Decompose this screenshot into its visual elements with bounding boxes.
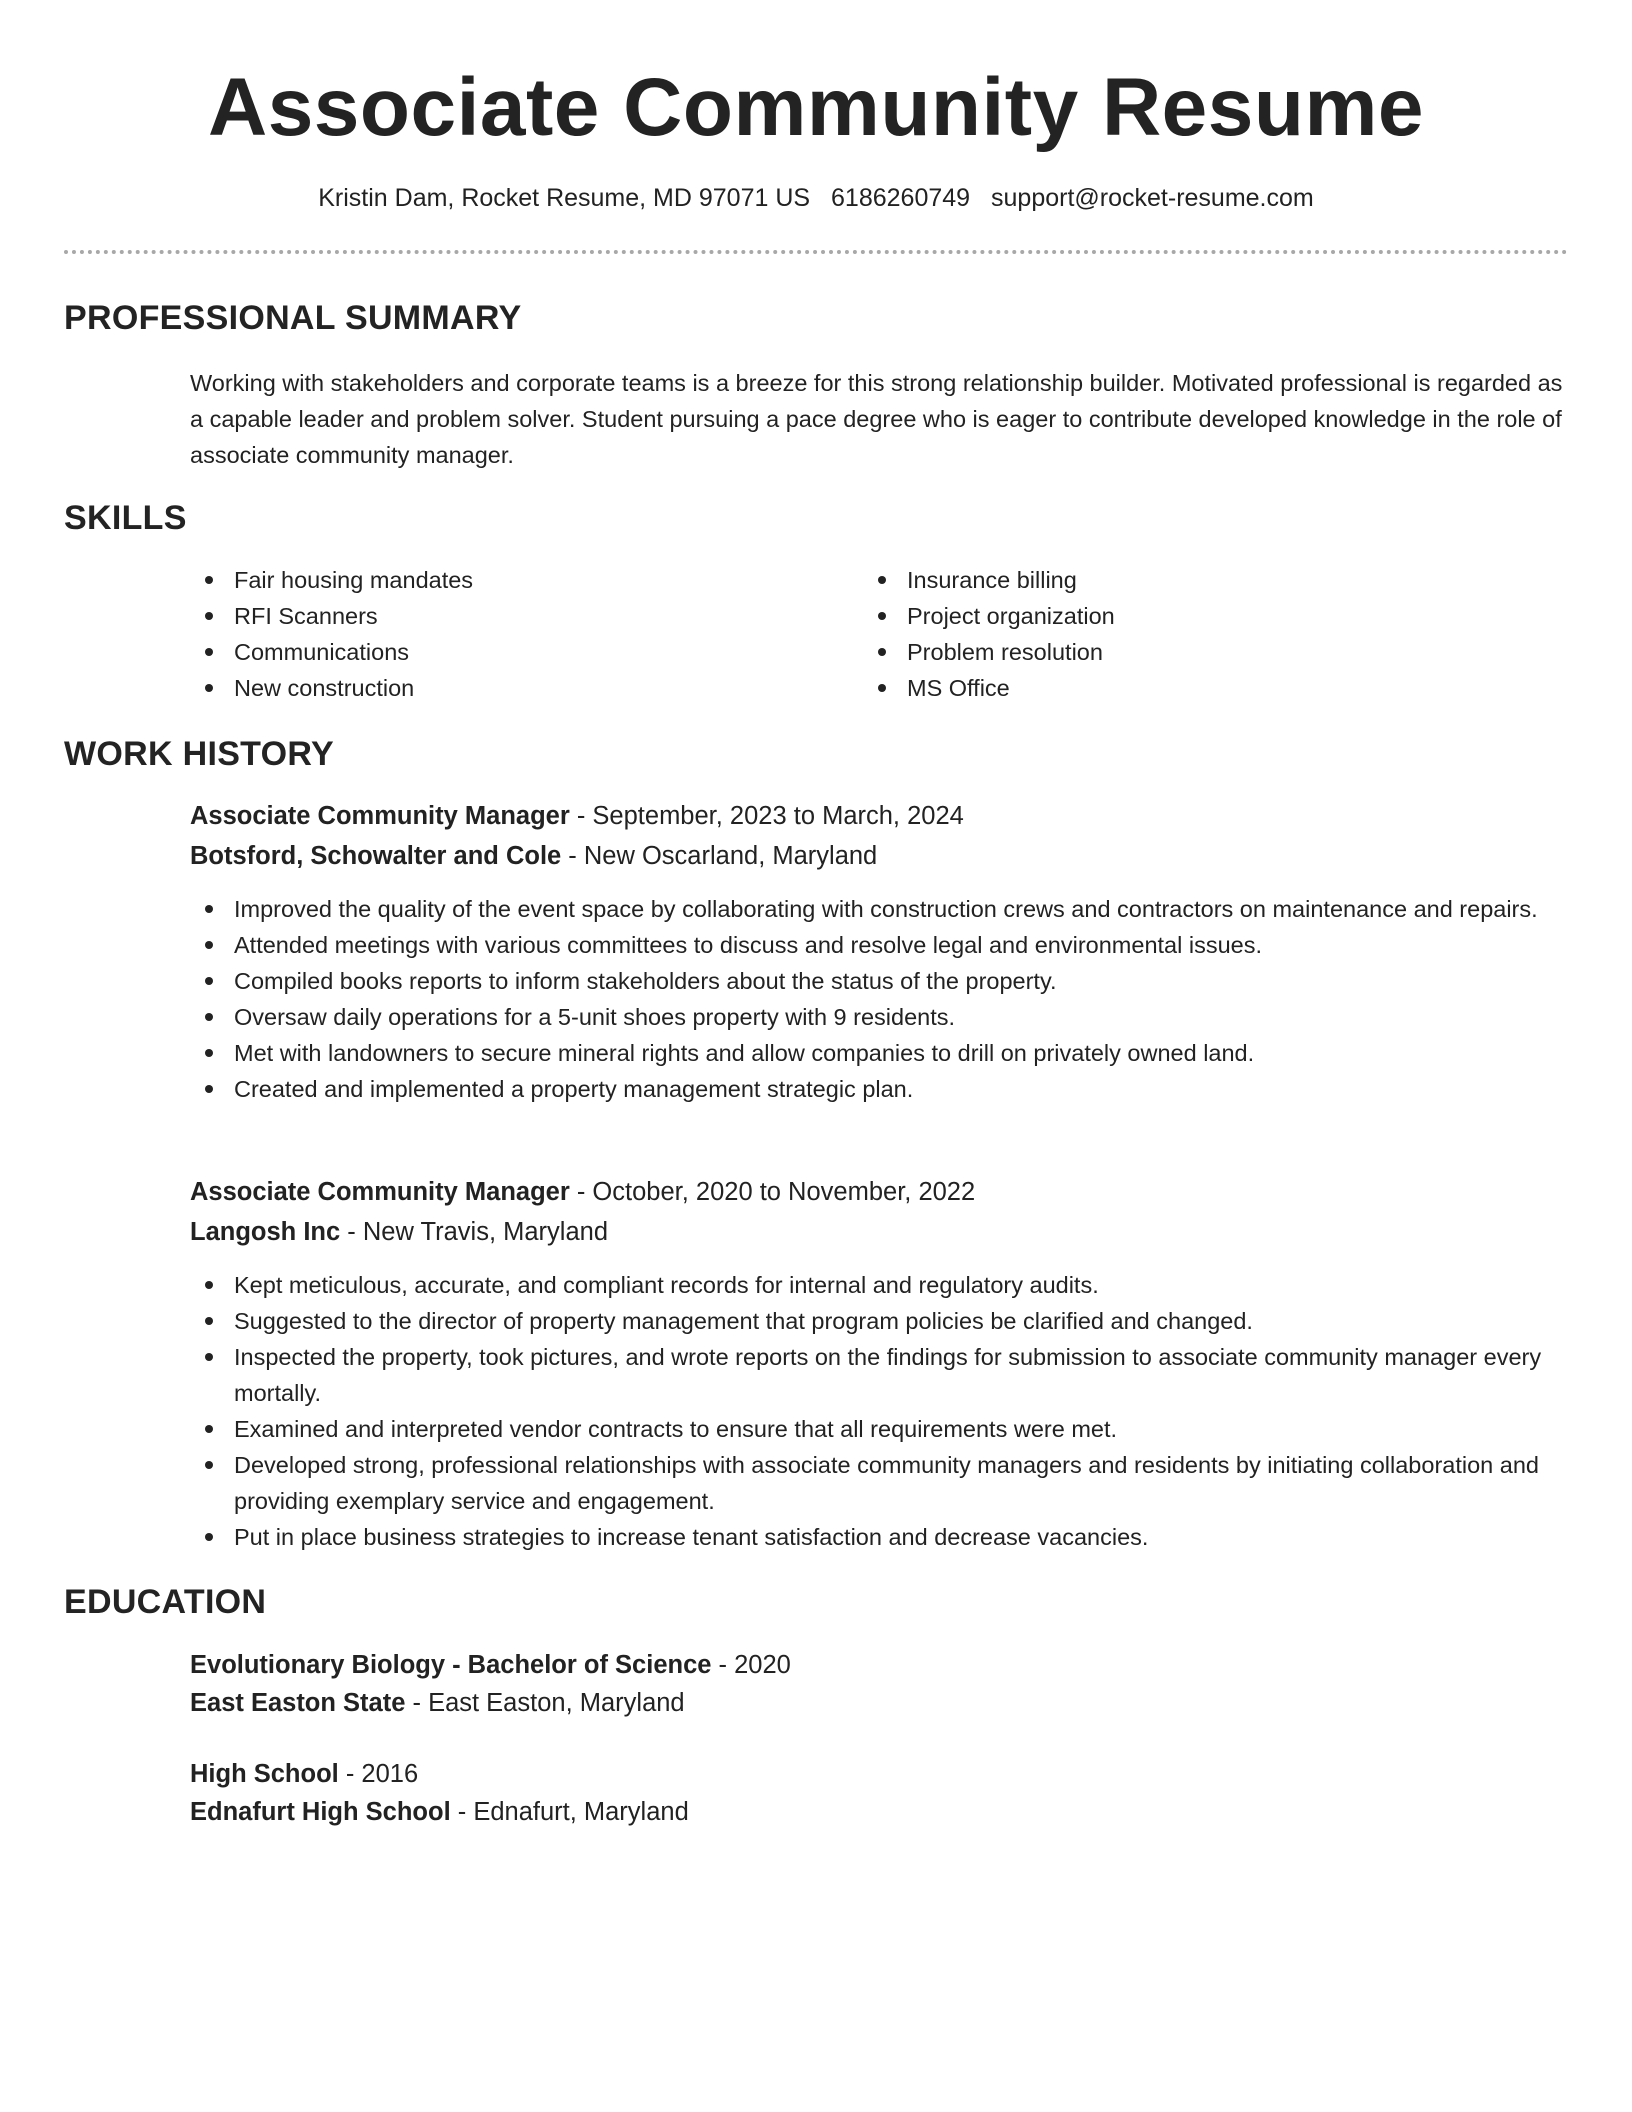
- job-bullets: [190, 1267, 1570, 1555]
- job-title: Associate Community Manager: [190, 802, 570, 830]
- job-location: - New Oscarland, Maryland: [561, 842, 878, 870]
- job-bullet: Improved the quality of the event space by collaborating with construction crews and contractors on maintenance and repairs.: [190, 891, 1570, 927]
- job-bullet: Developed strong, professional relationships with associate community managers and residents by initiating collaboration and providing exemplary service and engagement.: [190, 1447, 1570, 1519]
- education-school-line: [190, 1793, 689, 1831]
- job-dates: - October, 2020 to November, 2022: [569, 1178, 976, 1206]
- header-divider: [64, 250, 1568, 254]
- skill-item: Fair housing mandates: [190, 562, 830, 598]
- job-bullet: Attended meetings with various committees to discuss and resolve legal and environmental issues.: [190, 927, 1570, 963]
- skill-item: Communications: [190, 634, 830, 670]
- skill-item: New construction: [190, 670, 830, 706]
- contact-address: Kristin Dam, Rocket Resume, MD 97071 US: [318, 184, 811, 212]
- job-title-line: [190, 1173, 975, 1211]
- skill-item: RFI Scanners: [190, 598, 830, 634]
- contact-phone: 6186260749: [831, 184, 971, 212]
- education-year: - 2016: [338, 1760, 419, 1788]
- education-school-line: [190, 1684, 685, 1722]
- skill-item: Problem resolution: [863, 634, 1503, 670]
- job-bullet: Put in place business strategies to increase tenant satisfaction and decrease vacancies.: [190, 1519, 1570, 1555]
- contact-line: [0, 180, 1632, 216]
- education-school: East Easton State: [190, 1689, 406, 1717]
- job-dates: - September, 2023 to March, 2024: [569, 802, 964, 830]
- job-bullet: Compiled books reports to inform stakeholders about the status of the property.: [190, 963, 1570, 999]
- job-company: Langosh Inc: [190, 1218, 341, 1246]
- resume-title: Associate Community Resume: [207, 62, 1424, 153]
- contact-email: support@rocket-resume.com: [991, 184, 1314, 212]
- section-heading-education: EDUCATION: [64, 1583, 267, 1621]
- education-degree: Evolutionary Biology - Bachelor of Science: [190, 1651, 712, 1679]
- job-title: Associate Community Manager: [190, 1178, 570, 1206]
- skills-list-right: [863, 562, 1503, 706]
- job-bullet: Suggested to the director of property management that program policies be clarified and changed.: [190, 1303, 1570, 1339]
- section-heading-summary: PROFESSIONAL SUMMARY: [64, 299, 522, 337]
- skills-list-left: [190, 562, 830, 706]
- skill-item: MS Office: [863, 670, 1503, 706]
- education-degree-line: [190, 1755, 418, 1793]
- education-degree-line: [190, 1646, 791, 1684]
- job-title-line: [190, 797, 964, 835]
- skill-item: Insurance billing: [863, 562, 1503, 598]
- job-bullet: Examined and interpreted vendor contracts to ensure that all requirements were met.: [190, 1411, 1570, 1447]
- education-degree: High School: [190, 1760, 339, 1788]
- job-company: Botsford, Schowalter and Cole: [190, 842, 562, 870]
- job-bullet: Inspected the property, took pictures, and wrote reports on the findings for submission to associate community manager every mortally.: [190, 1339, 1570, 1411]
- section-heading-work: WORK HISTORY: [64, 735, 334, 773]
- education-year: - 2020: [711, 1651, 791, 1679]
- section-heading-skills: SKILLS: [64, 499, 187, 537]
- summary-text: Working with stakeholders and corporate teams is a breeze for this strong relationship builder. Motivated professional is regarded as a capable leader and problem solver. Student pursuing a pace degree who is eager to contribute developed knowledge in the role of associate community manager.: [190, 370, 1563, 468]
- education-school: Ednafurt High School: [190, 1798, 451, 1826]
- job-company-line: [190, 837, 877, 875]
- job-bullet: Oversaw daily operations for a 5-unit shoes property with 9 residents.: [190, 999, 1570, 1035]
- skill-item: Project organization: [863, 598, 1503, 634]
- education-location: - Ednafurt, Maryland: [450, 1798, 689, 1826]
- education-location: - East Easton, Maryland: [405, 1689, 685, 1717]
- job-bullet: Kept meticulous, accurate, and compliant records for internal and regulatory audits.: [190, 1267, 1570, 1303]
- job-bullet: Met with landowners to secure mineral rights and allow companies to drill on privately owned land.: [190, 1035, 1570, 1071]
- job-location: - New Travis, Maryland: [340, 1218, 608, 1246]
- job-company-line: [190, 1213, 608, 1251]
- job-bullets: [190, 891, 1570, 1107]
- job-bullet: Created and implemented a property management strategic plan.: [190, 1071, 1570, 1107]
